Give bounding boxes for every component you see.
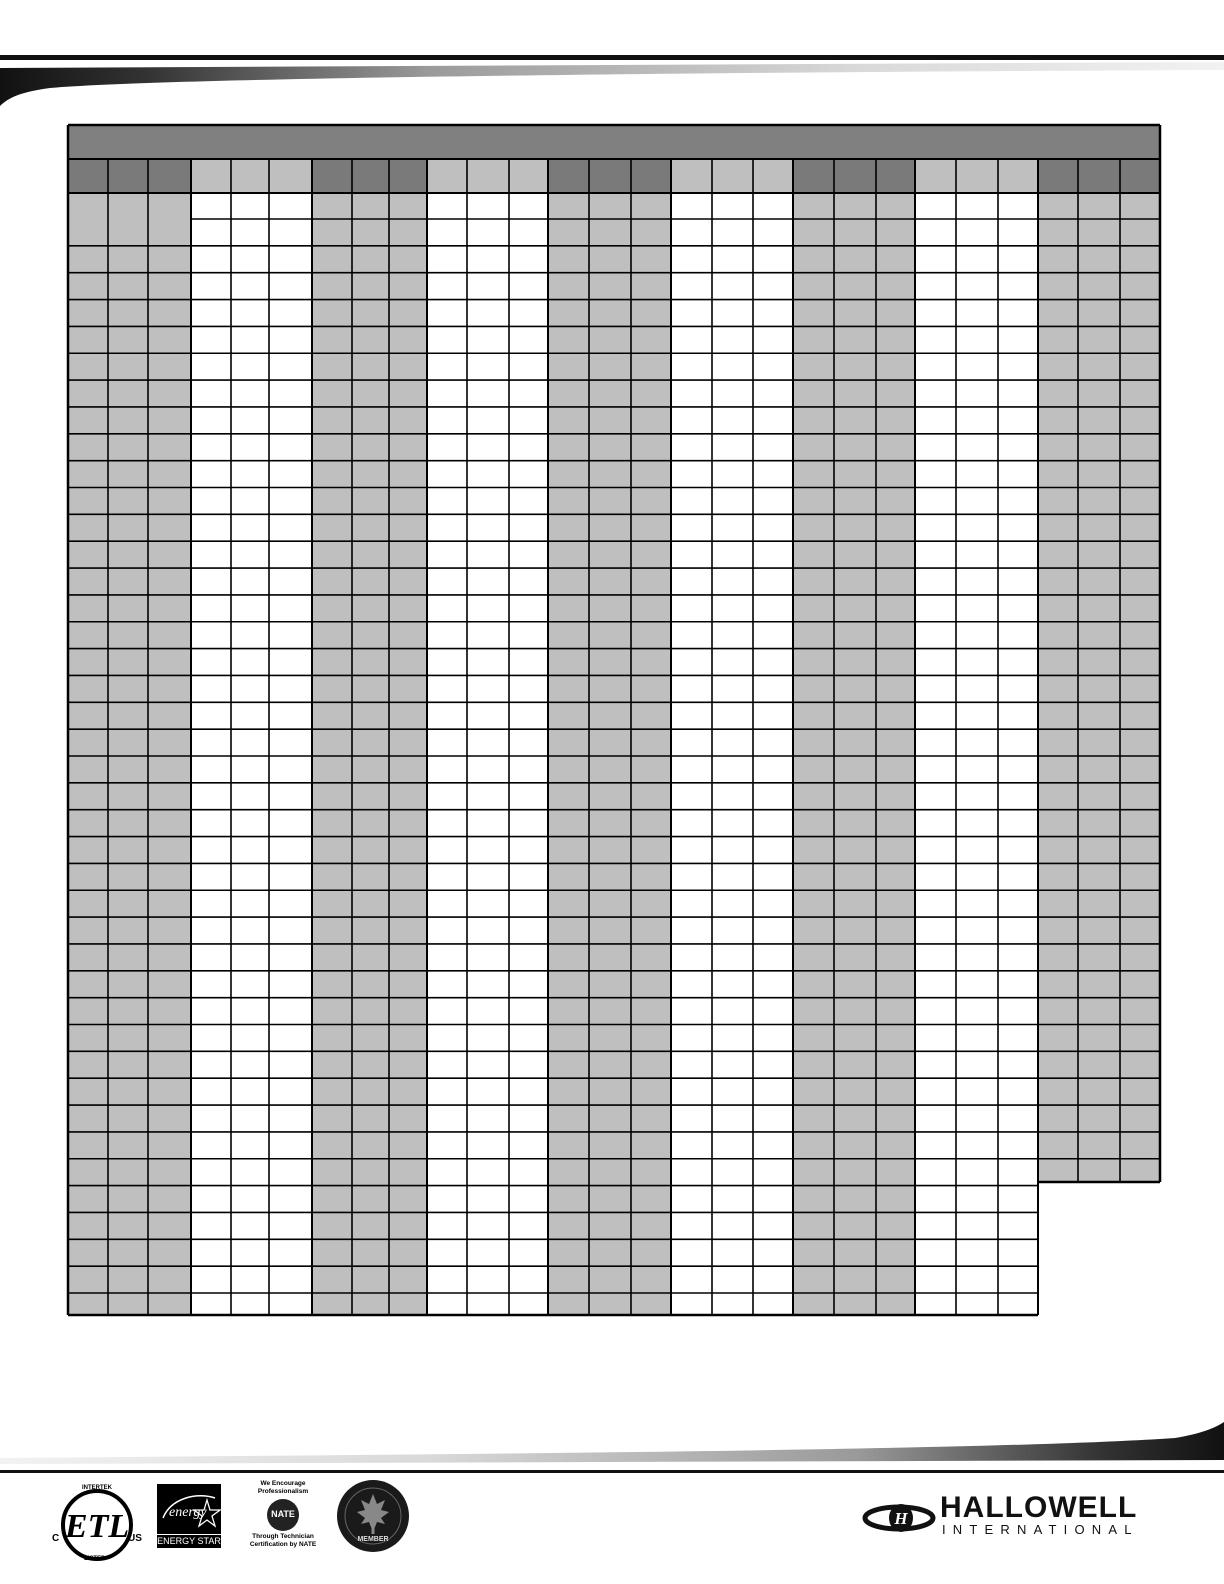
table-column-fill	[427, 193, 467, 1315]
table-column-fill	[68, 193, 108, 1315]
svg-text:H: H	[894, 1509, 908, 1528]
table-column-fill	[352, 193, 389, 1315]
table-column-fill	[1038, 193, 1078, 1182]
table-column-fill	[509, 193, 548, 1315]
table-header-cell	[876, 159, 915, 193]
svg-text:ETL: ETL	[64, 1508, 130, 1545]
table-header-cell	[834, 159, 876, 193]
energy-star-label: ENERGY STAR	[157, 1536, 221, 1546]
hallowell-name: HALLOWELL	[940, 1491, 1138, 1524]
table-header-cell	[793, 159, 834, 193]
energy-star-icon	[157, 1484, 221, 1534]
svg-text:energy: energy	[169, 1505, 207, 1520]
table-header-cell	[352, 159, 389, 193]
usgbc-member-badge	[335, 1478, 411, 1554]
table-column-fill	[915, 193, 956, 1315]
table-header-cell	[1078, 159, 1120, 193]
nate-emblem-text: NATE	[271, 1509, 295, 1519]
table-column-fill	[148, 193, 191, 1315]
table-header-cell	[68, 159, 108, 193]
hallowell-sub: INTERNATIONAL	[942, 1522, 1139, 1537]
table-header-cell	[1038, 159, 1078, 193]
nate-bottom-line2: Certification by NATE	[249, 1541, 317, 1548]
etl-bottom-text: LISTED	[84, 1556, 106, 1562]
table-header-cell	[631, 159, 671, 193]
table-column-fill	[998, 193, 1038, 1315]
etl-icon	[50, 1485, 145, 1565]
table-header-cell	[753, 159, 793, 193]
table-header-cell	[108, 159, 148, 193]
table-header-cell	[956, 159, 998, 193]
table-column-fill	[631, 193, 671, 1315]
table-column-fill	[753, 193, 793, 1315]
table-header-cell	[231, 159, 269, 193]
table-header-cell	[998, 159, 1038, 193]
table-header-cell	[191, 159, 231, 193]
table-column-fill	[108, 193, 148, 1315]
table-column-fill	[712, 193, 753, 1315]
table-column-fill	[467, 193, 509, 1315]
table-column-fill	[191, 193, 231, 1315]
table-column-fill	[589, 193, 631, 1315]
table-column-fill	[956, 193, 998, 1315]
table-column-fill	[876, 193, 915, 1315]
table-column-fill	[1078, 193, 1120, 1182]
hallowell-swirl-icon	[862, 1498, 936, 1538]
table-column-fill	[548, 193, 589, 1315]
table-column-fill	[1120, 193, 1160, 1182]
etl-listed-badge	[50, 1485, 145, 1565]
etl-top-text: INTERTEK	[82, 1485, 112, 1491]
table-header-cell	[548, 159, 589, 193]
table-header-cell	[589, 159, 631, 193]
nate-bottom-line1: Through Technician	[252, 1533, 314, 1540]
energy-star-badge	[157, 1484, 221, 1548]
nate-badge	[243, 1480, 323, 1552]
table-title-bar	[68, 125, 1160, 159]
table-header-cell	[148, 159, 191, 193]
nate-emblem-icon	[267, 1499, 299, 1531]
table-header-cell	[467, 159, 509, 193]
table-column-fill	[834, 193, 876, 1315]
table-header-cell	[671, 159, 712, 193]
nate-top-line2: Professionalism	[257, 1488, 309, 1495]
table-header-cell	[1120, 159, 1160, 193]
nate-top-line1: We Encourage	[260, 1480, 306, 1487]
etl-us-text: US	[128, 1533, 142, 1544]
footer-swoosh-band	[0, 1418, 1224, 1480]
table-header-cell	[509, 159, 548, 193]
table-header-cell	[269, 159, 312, 193]
table-header-cell	[915, 159, 956, 193]
table-column-fill	[269, 193, 312, 1315]
table-column-fill	[793, 193, 834, 1315]
hallowell-logo	[862, 1492, 1162, 1542]
table-header-cell	[427, 159, 467, 193]
table-column-fill	[671, 193, 712, 1315]
table-column-fill	[389, 193, 427, 1315]
table-header-cell	[389, 159, 427, 193]
table-column-fill	[312, 193, 352, 1315]
table-column-fill	[231, 193, 269, 1315]
table-header-cell	[312, 159, 352, 193]
table-header-cell	[712, 159, 753, 193]
usgbc-member-text: MEMBER	[357, 1536, 389, 1543]
etl-c-text: C	[52, 1533, 60, 1544]
